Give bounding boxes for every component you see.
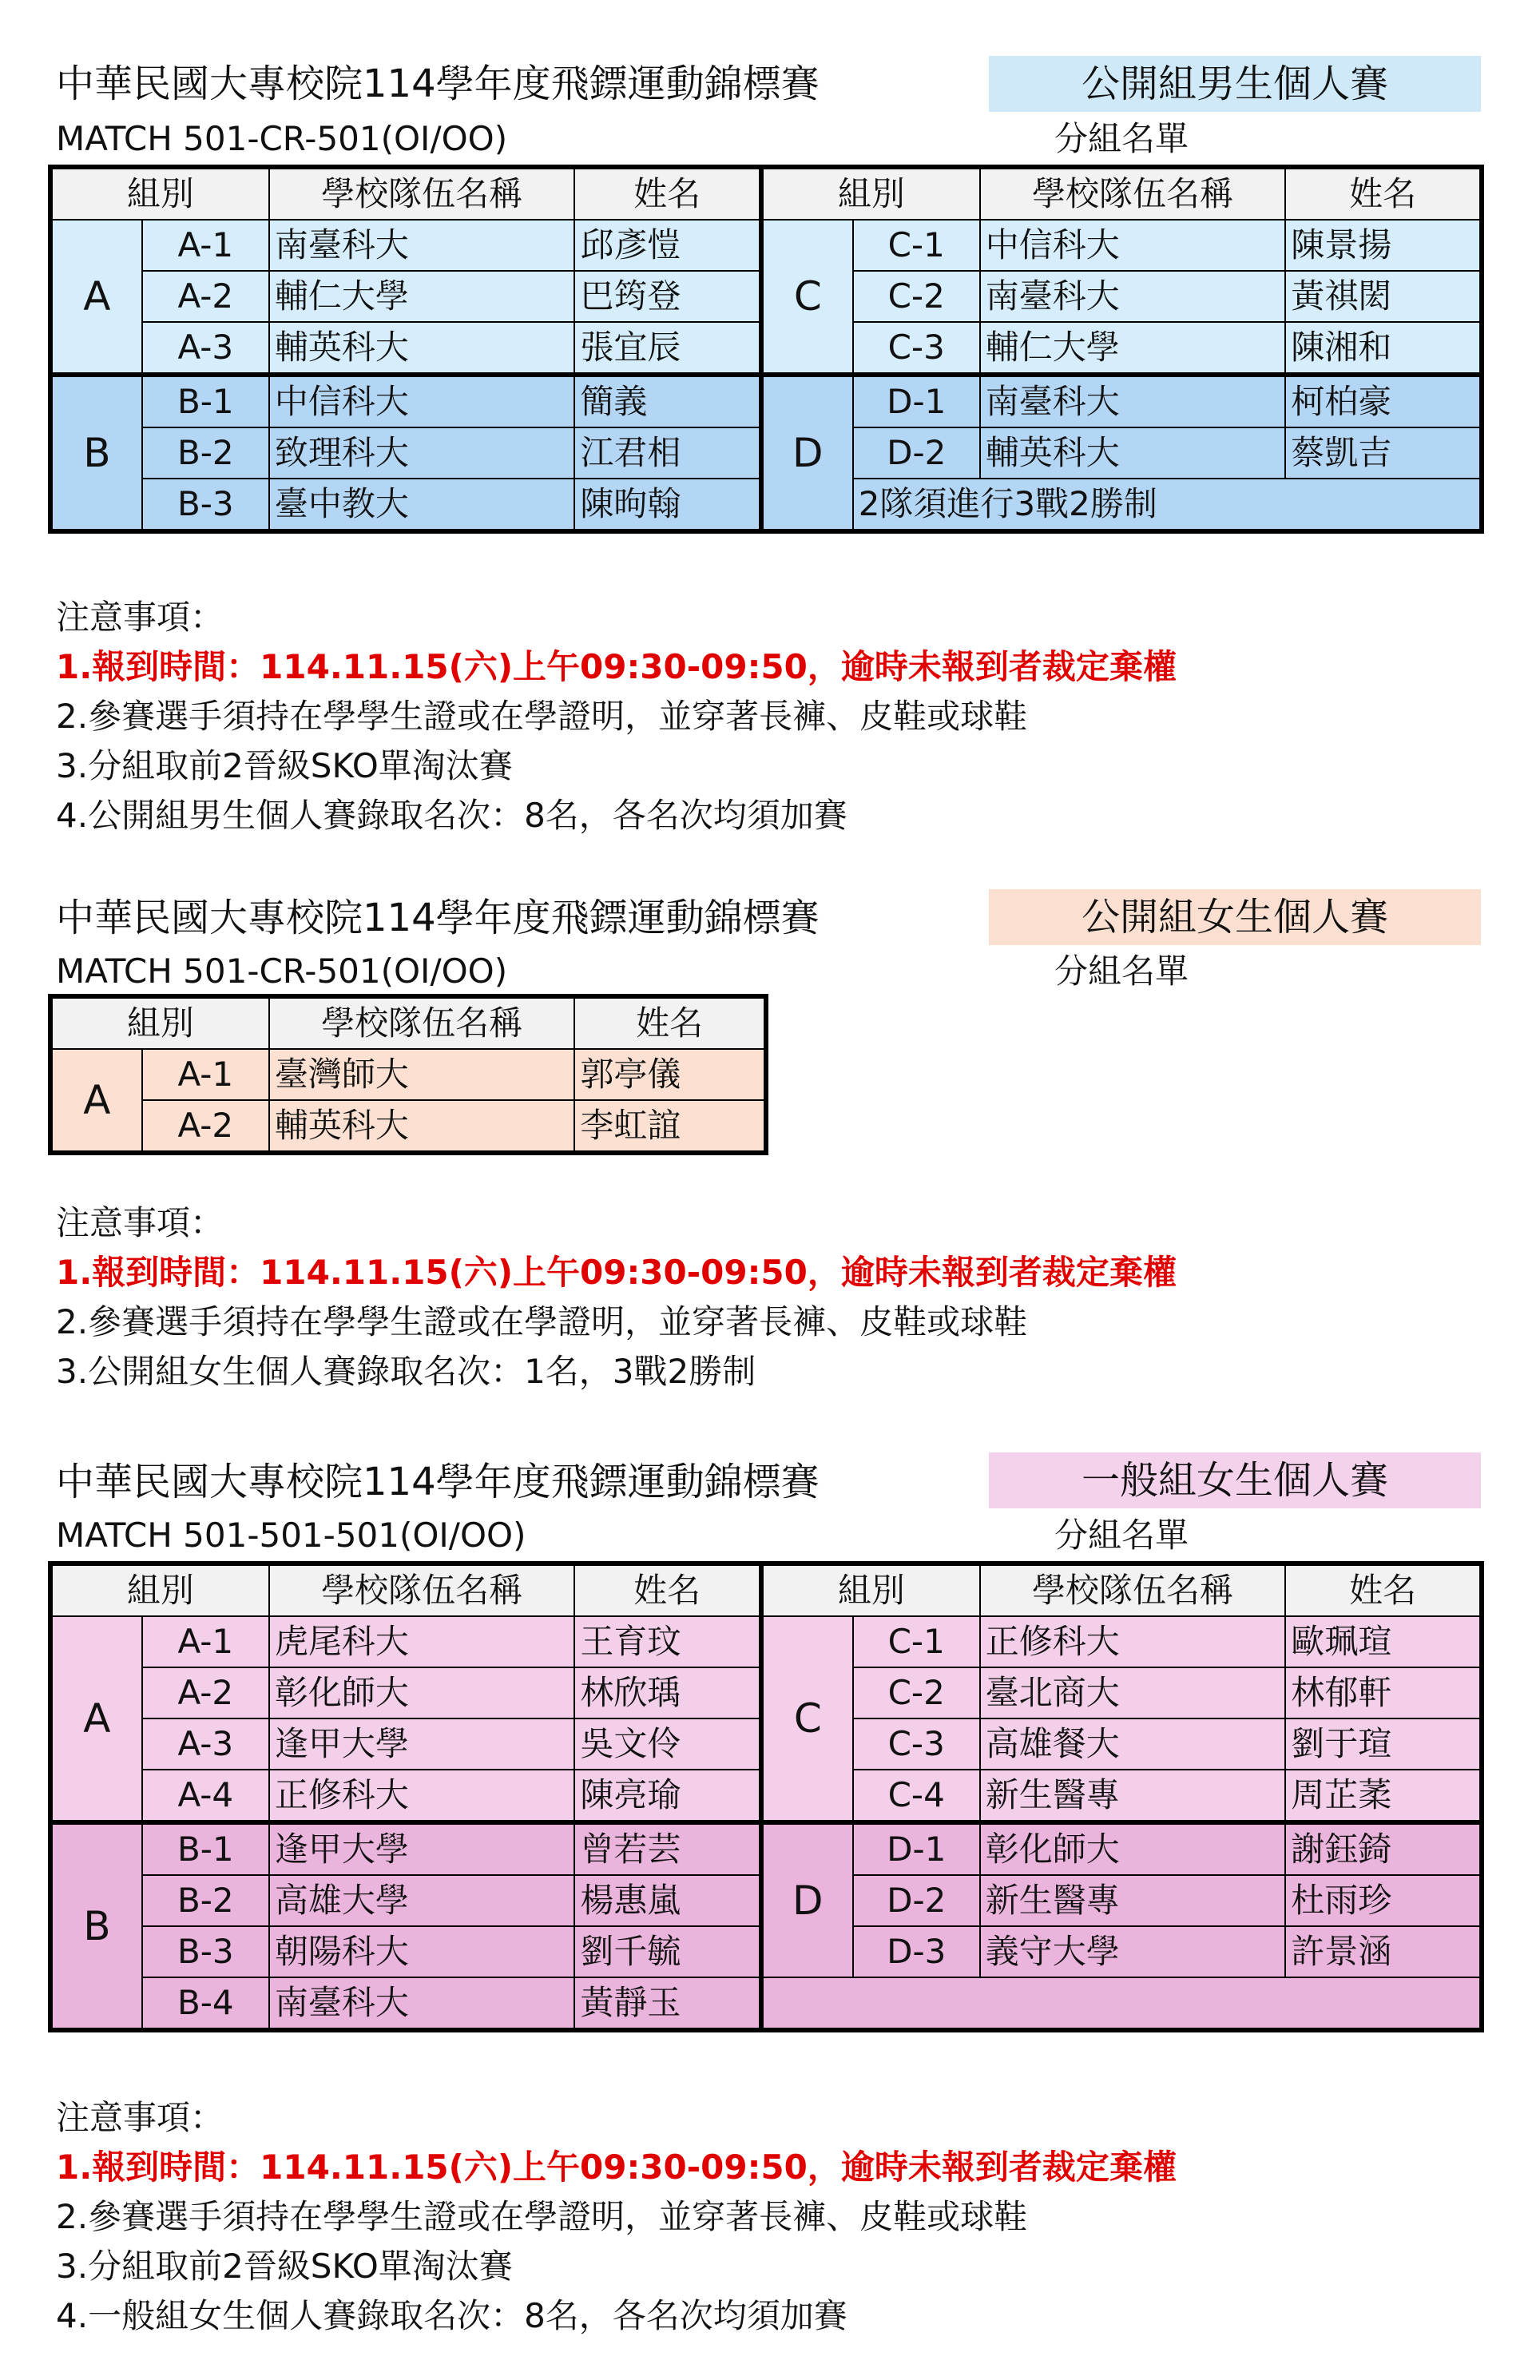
entry-code: A-4 <box>142 1770 269 1822</box>
entry-school: 高雄大學 <box>269 1875 575 1926</box>
notice-title: 注意事項： <box>56 1203 224 1242</box>
entry-name: 黃祺閎 <box>1285 271 1482 322</box>
entry-school: 南臺科大 <box>269 1977 575 2030</box>
entry-name: 謝鈺錡 <box>1285 1822 1482 1875</box>
entry-code: A-1 <box>142 220 269 271</box>
women-general-group-table <box>48 1561 1484 2032</box>
group-label: A <box>50 1616 142 1822</box>
notice-title: 注意事項： <box>56 598 224 637</box>
entry-code: B-4 <box>142 1977 269 2030</box>
entry-name: 李虹誼 <box>574 1100 766 1153</box>
entry-code: C-2 <box>853 271 980 322</box>
header-name: 姓名 <box>574 1563 761 1616</box>
entry-school: 彰化師大 <box>980 1822 1286 1875</box>
header-school: 學校隊伍名稱 <box>980 167 1286 220</box>
entry-code: C-3 <box>853 322 980 375</box>
entry-code: B-3 <box>142 479 269 531</box>
women-open-list-label: 分組名單 <box>1054 952 1189 991</box>
entry-school: 臺北商大 <box>980 1667 1286 1718</box>
notice-item: 3.分組取前2晉級SKO單淘汰賽 <box>56 2247 513 2286</box>
entry-code: D-3 <box>853 1926 980 1977</box>
entry-school: 輔仁大學 <box>980 322 1286 375</box>
women-open-match: MATCH 501-CR-501(OI/OO) <box>56 952 508 991</box>
women-open-notices <box>56 1198 1177 1397</box>
entry-school: 朝陽科大 <box>269 1926 575 1977</box>
entry-name: 林郁軒 <box>1285 1667 1482 1718</box>
entry-school: 逢甲大學 <box>269 1718 575 1770</box>
entry-name: 曾若芸 <box>574 1822 761 1875</box>
entry-name: 蔡凱吉 <box>1285 427 1482 479</box>
entry-school: 臺灣師大 <box>269 1049 575 1100</box>
notice-item: 2.參賽選手須持在學學生證或在學證明，並穿著長褲、皮鞋或球鞋 <box>56 697 1028 736</box>
men-open-event-label: 公開組男生個人賽 <box>989 56 1481 112</box>
entry-code: C-1 <box>853 1616 980 1667</box>
entry-name: 陳湘和 <box>1285 322 1482 375</box>
entry-code: A-2 <box>142 1100 269 1153</box>
entry-code: C-1 <box>853 220 980 271</box>
entry-school: 新生醫專 <box>980 1770 1286 1822</box>
entry-code: B-3 <box>142 1926 269 1977</box>
header-school: 學校隊伍名稱 <box>269 1563 575 1616</box>
entry-code: C-3 <box>853 1718 980 1770</box>
entry-school: 虎尾科大 <box>269 1616 575 1667</box>
entry-code: C-4 <box>853 1770 980 1822</box>
table-row <box>50 375 1482 427</box>
group-label: D <box>761 1822 853 1977</box>
women-general-notices <box>56 2093 1177 2341</box>
entry-school: 南臺科大 <box>269 220 575 271</box>
entry-name: 江君相 <box>574 427 761 479</box>
header-name: 姓名 <box>574 167 761 220</box>
entry-code: D-1 <box>853 1822 980 1875</box>
entry-school: 逢甲大學 <box>269 1822 575 1875</box>
table-row <box>50 1977 1482 2030</box>
entry-code: B-1 <box>142 375 269 427</box>
entry-code: D-2 <box>853 1875 980 1926</box>
entry-school: 輔英科大 <box>980 427 1286 479</box>
entry-school: 南臺科大 <box>980 271 1286 322</box>
entry-school: 正修科大 <box>980 1616 1286 1667</box>
entry-name: 郭亭儀 <box>574 1049 766 1100</box>
entry-name: 陳亮瑜 <box>574 1770 761 1822</box>
entry-code: D-2 <box>853 427 980 479</box>
women-open-group-table <box>48 994 768 1155</box>
women-open-title: 中華民國大專校院114學年度飛鏢運動錦標賽 <box>56 896 820 940</box>
entry-name: 巴筠登 <box>574 271 761 322</box>
entry-name: 邱彥愷 <box>574 220 761 271</box>
entry-code: A-1 <box>142 1049 269 1100</box>
entry-school: 義守大學 <box>980 1926 1286 1977</box>
entry-name: 吳文伶 <box>574 1718 761 1770</box>
entry-code: B-1 <box>142 1822 269 1875</box>
group-label: B <box>50 375 142 531</box>
women-open-event-label: 公開組女生個人賽 <box>989 889 1481 945</box>
entry-school: 高雄餐大 <box>980 1718 1286 1770</box>
notice-item: 2.參賽選手須持在學學生證或在學證明，並穿著長褲、皮鞋或球鞋 <box>56 2197 1028 2236</box>
entry-code: A-2 <box>142 271 269 322</box>
entry-school: 南臺科大 <box>980 375 1286 427</box>
notice-item: 1.報到時間：114.11.15(六)上午09:30-09:50，逾時未報到者裁定棄權 <box>56 647 1177 686</box>
entry-name: 林欣瑀 <box>574 1667 761 1718</box>
entry-name: 劉于瑄 <box>1285 1718 1482 1770</box>
entry-school: 輔英科大 <box>269 1100 575 1153</box>
group-label: B <box>50 1822 142 2030</box>
entry-name: 張宜辰 <box>574 322 761 375</box>
header-group: 組別 <box>761 167 980 220</box>
entry-name: 簡義 <box>574 375 761 427</box>
table-row <box>50 1049 766 1100</box>
table-row <box>50 1616 1482 1667</box>
entry-school: 中信科大 <box>980 220 1286 271</box>
men-open-list-label: 分組名單 <box>1054 119 1189 158</box>
entry-name: 楊惠嵐 <box>574 1875 761 1926</box>
header-group: 組別 <box>50 1563 269 1616</box>
entry-name: 陳景揚 <box>1285 220 1482 271</box>
entry-code: C-2 <box>853 1667 980 1718</box>
notice-item: 2.參賽選手須持在學學生證或在學證明，並穿著長褲、皮鞋或球鞋 <box>56 1302 1028 1341</box>
header-school: 學校隊伍名稱 <box>269 996 575 1049</box>
table-row <box>50 220 1482 271</box>
entry-name: 周芷葇 <box>1285 1770 1482 1822</box>
entry-school: 輔英科大 <box>269 322 575 375</box>
notice-item: 1.報到時間：114.11.15(六)上午09:30-09:50，逾時未報到者裁定棄權 <box>56 1253 1177 1292</box>
entry-name: 王育玟 <box>574 1616 761 1667</box>
entry-school: 致理科大 <box>269 427 575 479</box>
entry-school: 中信科大 <box>269 375 575 427</box>
women-general-match: MATCH 501-501-501(OI/OO) <box>56 1516 526 1555</box>
table-row <box>50 1100 766 1153</box>
entry-school: 輔仁大學 <box>269 271 575 322</box>
notice-title: 注意事項： <box>56 2098 224 2137</box>
entry-code: A-2 <box>142 1667 269 1718</box>
header-school: 學校隊伍名稱 <box>269 167 575 220</box>
header-name: 姓名 <box>574 996 766 1049</box>
entry-name: 劉千毓 <box>574 1926 761 1977</box>
entry-name: 許景涵 <box>1285 1926 1482 1977</box>
men-open-notices <box>56 593 1177 840</box>
entry-code: B-2 <box>142 427 269 479</box>
entry-name: 杜雨珍 <box>1285 1875 1482 1926</box>
entry-name: 黃靜玉 <box>574 1977 761 2030</box>
table-row <box>50 1822 1482 1875</box>
entry-name: 柯柏豪 <box>1285 375 1482 427</box>
group-label: C <box>761 220 853 375</box>
header-group: 組別 <box>50 167 269 220</box>
entry-school: 正修科大 <box>269 1770 575 1822</box>
notice-item: 3.分組取前2晉級SKO單淘汰賽 <box>56 746 513 785</box>
entry-school: 臺中教大 <box>269 479 575 531</box>
header-name: 姓名 <box>1285 167 1482 220</box>
entry-code: D-1 <box>853 375 980 427</box>
entry-school: 新生醫專 <box>980 1875 1286 1926</box>
women-general-list-label: 分組名單 <box>1054 1516 1189 1555</box>
group-d-note: 2隊須進行3戰2勝制 <box>853 479 1482 531</box>
header-school: 學校隊伍名稱 <box>980 1563 1286 1616</box>
women-general-event-label: 一般組女生個人賽 <box>989 1452 1481 1508</box>
group-label: C <box>761 1616 853 1822</box>
men-open-match: MATCH 501-CR-501(OI/OO) <box>56 119 508 158</box>
header-group: 組別 <box>761 1563 980 1616</box>
entry-code: A-3 <box>142 1718 269 1770</box>
notice-item: 4.公開組男生個人賽錄取名次：8名，各名次均須加賽 <box>56 796 847 835</box>
notice-item: 1.報到時間：114.11.15(六)上午09:30-09:50，逾時未報到者裁定棄權 <box>56 2148 1177 2187</box>
notice-item: 3.公開組女生個人賽錄取名次：1名，3戰2勝制 <box>56 1352 756 1391</box>
entry-code: B-2 <box>142 1875 269 1926</box>
empty-cell <box>761 1977 1482 2030</box>
men-open-group-table <box>48 165 1484 534</box>
header-name: 姓名 <box>1285 1563 1482 1616</box>
entry-school: 彰化師大 <box>269 1667 575 1718</box>
group-label: A <box>50 220 142 375</box>
women-general-title: 中華民國大專校院114學年度飛鏢運動錦標賽 <box>56 1460 820 1504</box>
header-group: 組別 <box>50 996 269 1049</box>
entry-name: 歐珮瑄 <box>1285 1616 1482 1667</box>
group-label: A <box>50 1049 142 1153</box>
notice-item: 4.一般組女生個人賽錄取名次：8名，各名次均須加賽 <box>56 2296 847 2335</box>
entry-name: 陳昫翰 <box>574 479 761 531</box>
group-label: D <box>761 375 853 531</box>
entry-code: A-1 <box>142 1616 269 1667</box>
entry-code: A-3 <box>142 322 269 375</box>
men-open-title: 中華民國大專校院114學年度飛鏢運動錦標賽 <box>56 62 820 106</box>
